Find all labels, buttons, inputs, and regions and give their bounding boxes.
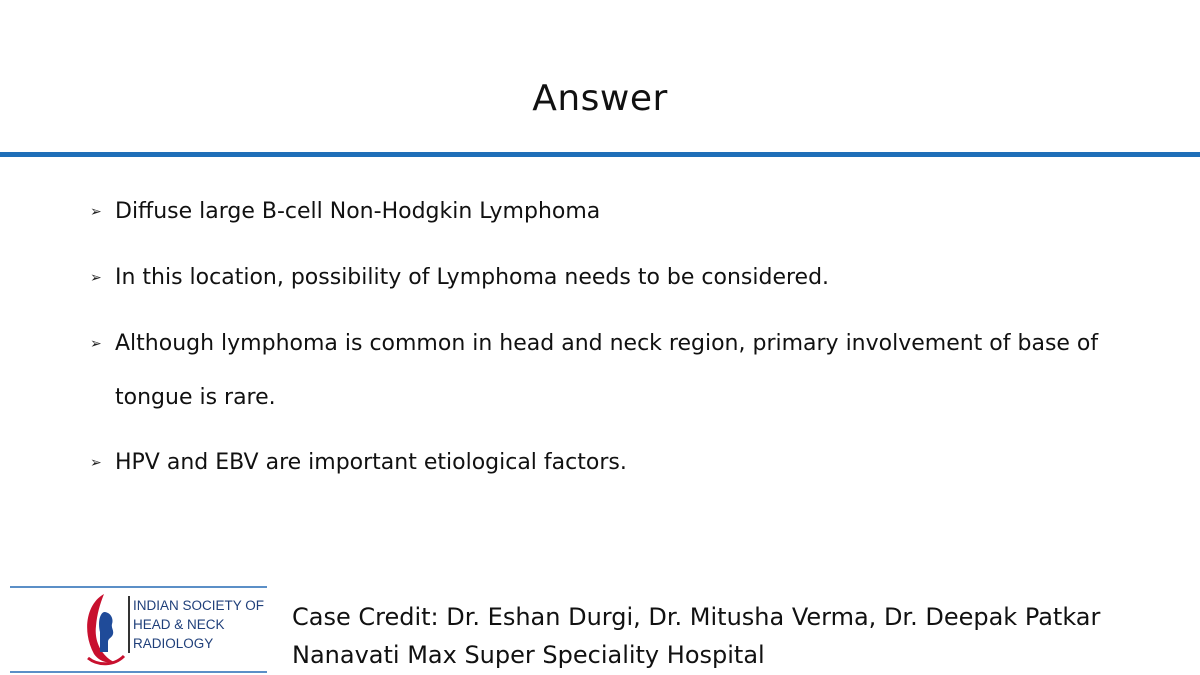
logo-rule-bottom bbox=[10, 671, 267, 673]
logo-rule-top bbox=[10, 586, 267, 588]
logo-line-1: INDIAN SOCIETY OF bbox=[133, 598, 265, 613]
bullet-item bbox=[90, 262, 1150, 294]
slide-title: Answer bbox=[532, 78, 668, 119]
arrowhead-bullet-icon: ➢ bbox=[90, 204, 102, 220]
bullet-item bbox=[90, 317, 1150, 425]
bullet-text: In this location, possibility of Lymphoma needs to be considered. bbox=[115, 265, 830, 290]
arrowhead-bullet-icon: ➢ bbox=[90, 270, 102, 286]
society-logo bbox=[10, 586, 267, 672]
bullet-item bbox=[90, 447, 1150, 479]
logo-text bbox=[128, 596, 264, 653]
case-credit bbox=[292, 598, 1100, 674]
bullet-text: HPV and EBV are important etiological factors. bbox=[115, 450, 627, 475]
credit-hospital: Nanavati Max Super Speciality Hospital bbox=[292, 641, 765, 669]
logo-line-2: HEAD & NECK bbox=[133, 617, 225, 632]
head-neck-logo-icon bbox=[80, 592, 126, 666]
credit-authors: Case Credit: Dr. Eshan Durgi, Dr. Mitusha Verma, Dr. Deepak Patkar bbox=[292, 603, 1101, 631]
logo-line-3: RADIOLOGY bbox=[133, 636, 214, 651]
bullet-text: Diffuse large B-cell Non-Hodgkin Lymphoma bbox=[115, 199, 601, 224]
arrowhead-bullet-icon: ➢ bbox=[90, 336, 102, 352]
arrowhead-bullet-icon: ➢ bbox=[90, 455, 102, 471]
bullet-list bbox=[90, 196, 1150, 513]
title-divider bbox=[0, 152, 1200, 157]
bullet-item bbox=[90, 196, 1150, 228]
bullet-text: Although lymphoma is common in head and neck region, primary involvement of base of tongue is rare. bbox=[115, 331, 1099, 410]
